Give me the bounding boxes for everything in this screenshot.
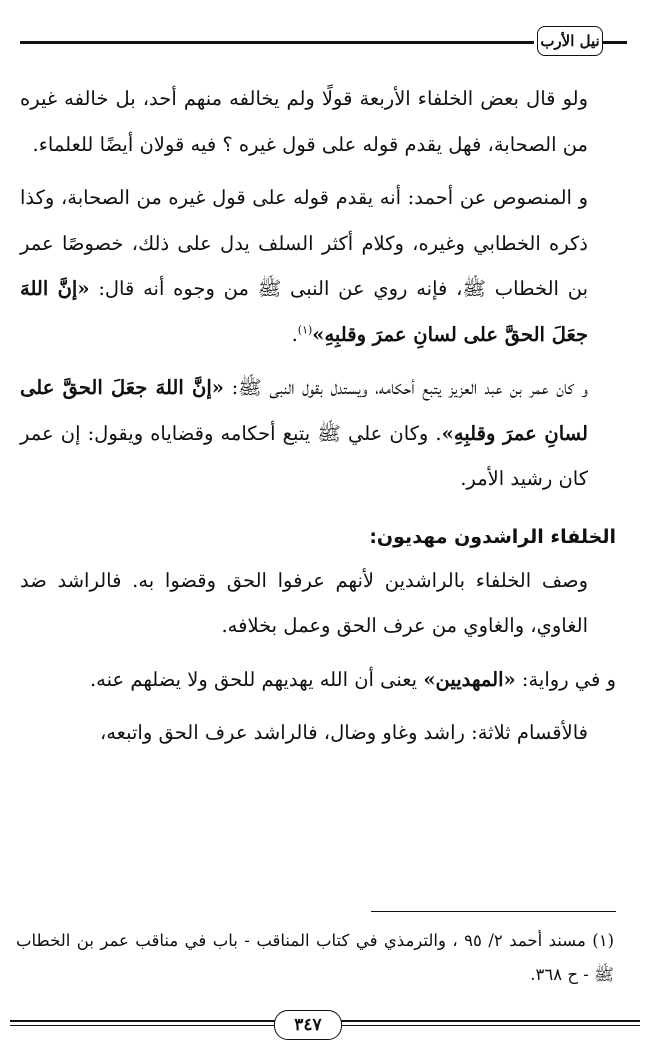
header-rule-tail — [603, 41, 627, 44]
footnote-separator — [371, 911, 616, 912]
page-number-tab — [274, 1010, 342, 1040]
footnote-marker: (١) — [297, 323, 313, 336]
paragraph-2-text: و المنصوص عن أحمد: أنه يقدم قوله على قول غيره من الصحابة، وكذا ذكره الخطابي وغيره، وكلام أكثر السلف يدل على ذلك، خصوصًا عمر بن الخطاب ﷺ، فإنه روي عن النبى ﷺ من وجوه أنه قال: — [20, 186, 589, 300]
paragraph-3-after: . وكان علي ﷺ يتبع أحكامه وقضاياه ويقول: إن عمر كان رشيد الأمر. — [20, 421, 588, 490]
page-number: ٣٤٧ — [294, 1015, 322, 1035]
paragraph-3 — [20, 365, 616, 502]
footnote: (١) مسند أحمد ٢/ ٩٥ ، والترمذي في كتاب المناقب - باب في مناقب عمر بن الخطاب ﷺ - ح ٣٦٨. — [16, 931, 614, 984]
running-header-title: نيل الأرب — [540, 32, 600, 50]
paragraph-5 — [20, 657, 616, 703]
paragraph-2: و المنصوص عن أحمد: أنه يقدم قوله على قول غيره من الصحابة، وكذا ذكره الخطابي وغيره، وكلام أكثر السلف يدل على ذلك، خصوصًا عمر بن الخطاب ﷺ، فإنه روي عن النبى ﷺ من وجوه أنه قال: «إنَّ اللهَ جعَلَ الحقَّ على لسانِ عمرَ وقلبِهِ»$^{(١)}$. — [20, 186, 589, 346]
hadith-quote-1: «إنَّ اللهَ جعَلَ الحقَّ على لسانِ عمرَ وقلبِهِ» — [20, 277, 588, 346]
paragraph-1: ولو قال بعض الخلفاء الأربعة قولًا ولم يخالفه منهم أحد، بل خالفه غيره من الصحابة، فهل يقدم قوله على قول غيره ؟ فيه قولان أيضًا للعلماء. — [20, 87, 588, 156]
paragraph-5-after: يعنى أن الله يهديهم للحق ولا يضلهم عنه. — [89, 667, 418, 691]
paragraph-3-before: و كان عمر بن عبد العزيز يتبع أحكامه، ويستدل بقول النبى ﷺ: — [231, 376, 588, 399]
page-body — [20, 76, 616, 756]
paragraph-5-before: و في رواية: — [521, 667, 616, 691]
header-rule — [20, 41, 534, 44]
running-header-tab — [537, 26, 603, 56]
hadith-quote-2: «إنَّ اللهَ جعَلَ الحقَّ على لسانِ عمرَ وقلبِهِ» — [20, 376, 588, 445]
paragraph-4: وصف الخلفاء بالراشدين لأنهم عرفوا الحق وقضوا به. فالراشد ضد الغاوي، والغاوي من عرف الحق وعمل بخلافه. — [20, 568, 588, 637]
section-title: الخلفاء الراشدون مهديون: — [369, 525, 616, 548]
mahdiyyin-term: «المهديين» — [423, 667, 516, 691]
paragraph-6: فالأقسام ثلاثة: راشد وغاو وضال، فالراشد عرف الحق واتبعه، — [99, 721, 588, 744]
